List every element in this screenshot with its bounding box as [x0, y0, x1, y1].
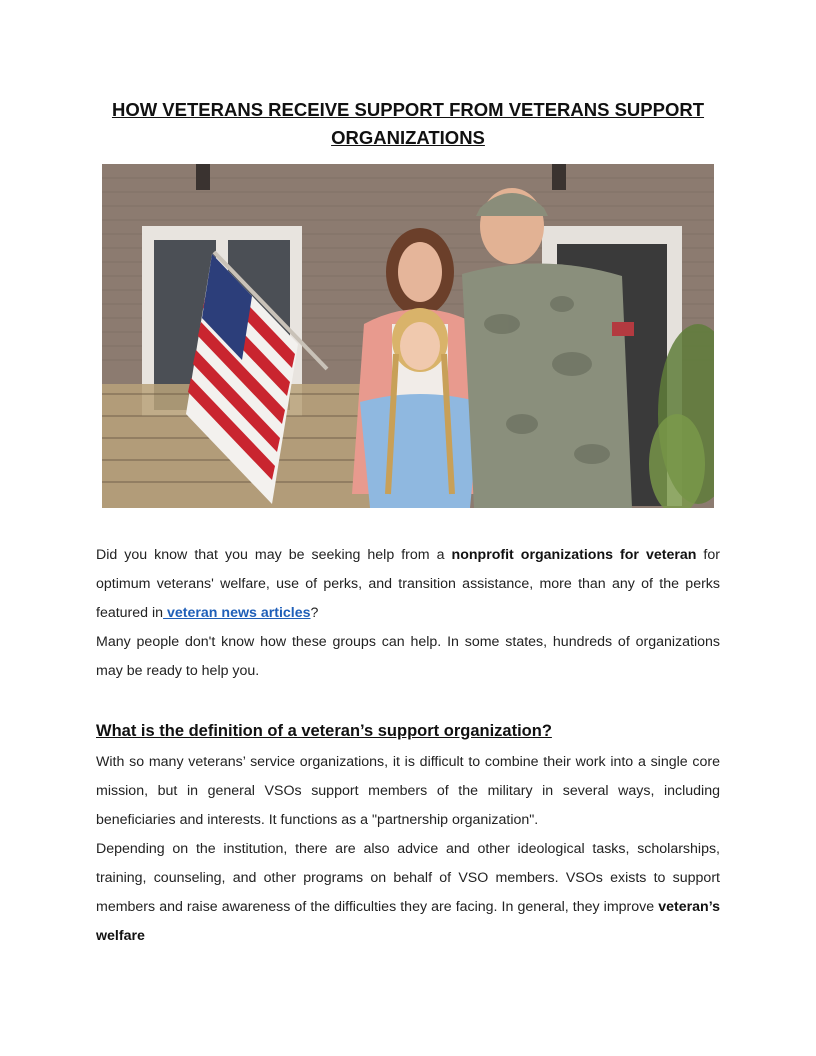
intro-paragraph-1: [96, 541, 720, 628]
veterans-welfare-emphasis: veteran’s welfare: [96, 899, 720, 944]
definition-section: [96, 718, 720, 951]
intro-text-continued: for optimum veterans' welfare, use of perks, and transition assistance, more than any of the perks featured in: [96, 547, 720, 621]
section-paragraph-2: [96, 835, 720, 951]
document-title: HOW VETERANS RECEIVE SUPPORT FROM VETERANS SUPPORT ORGANIZATIONS: [111, 99, 705, 148]
veteran-news-link[interactable]: veteran news articles: [163, 605, 311, 621]
intro-text: Did you know that you may be seeking help from a: [96, 547, 452, 563]
nonprofit-emphasis: nonprofit organizations for veteran: [451, 547, 697, 563]
section-heading: What is the definition of a veteran’s support organization?: [96, 722, 552, 740]
intro-text-end: ?: [310, 605, 319, 621]
intro-section: [96, 541, 720, 686]
section-paragraph-2-text: Depending on the institution, there are also advice and other ideological tasks, scholarships, training, counseling, and other programs on behalf of VSO members. VSOs exists to support members and raise awareness of the difficulties they are facing. In general, they improve: [96, 841, 720, 915]
section-paragraph-1: With so many veterans’ service organizations, it is difficult to combine their work into a single core mission, but in general VSOs support members of the military in several ways, including beneficiaries and interests. It functions as a "partnership organization".: [96, 754, 720, 828]
intro-paragraph-2: Many people don't know how these groups can help. In some states, hundreds of organizations may be ready to help you.: [96, 634, 720, 679]
hero-photo: [102, 164, 714, 508]
